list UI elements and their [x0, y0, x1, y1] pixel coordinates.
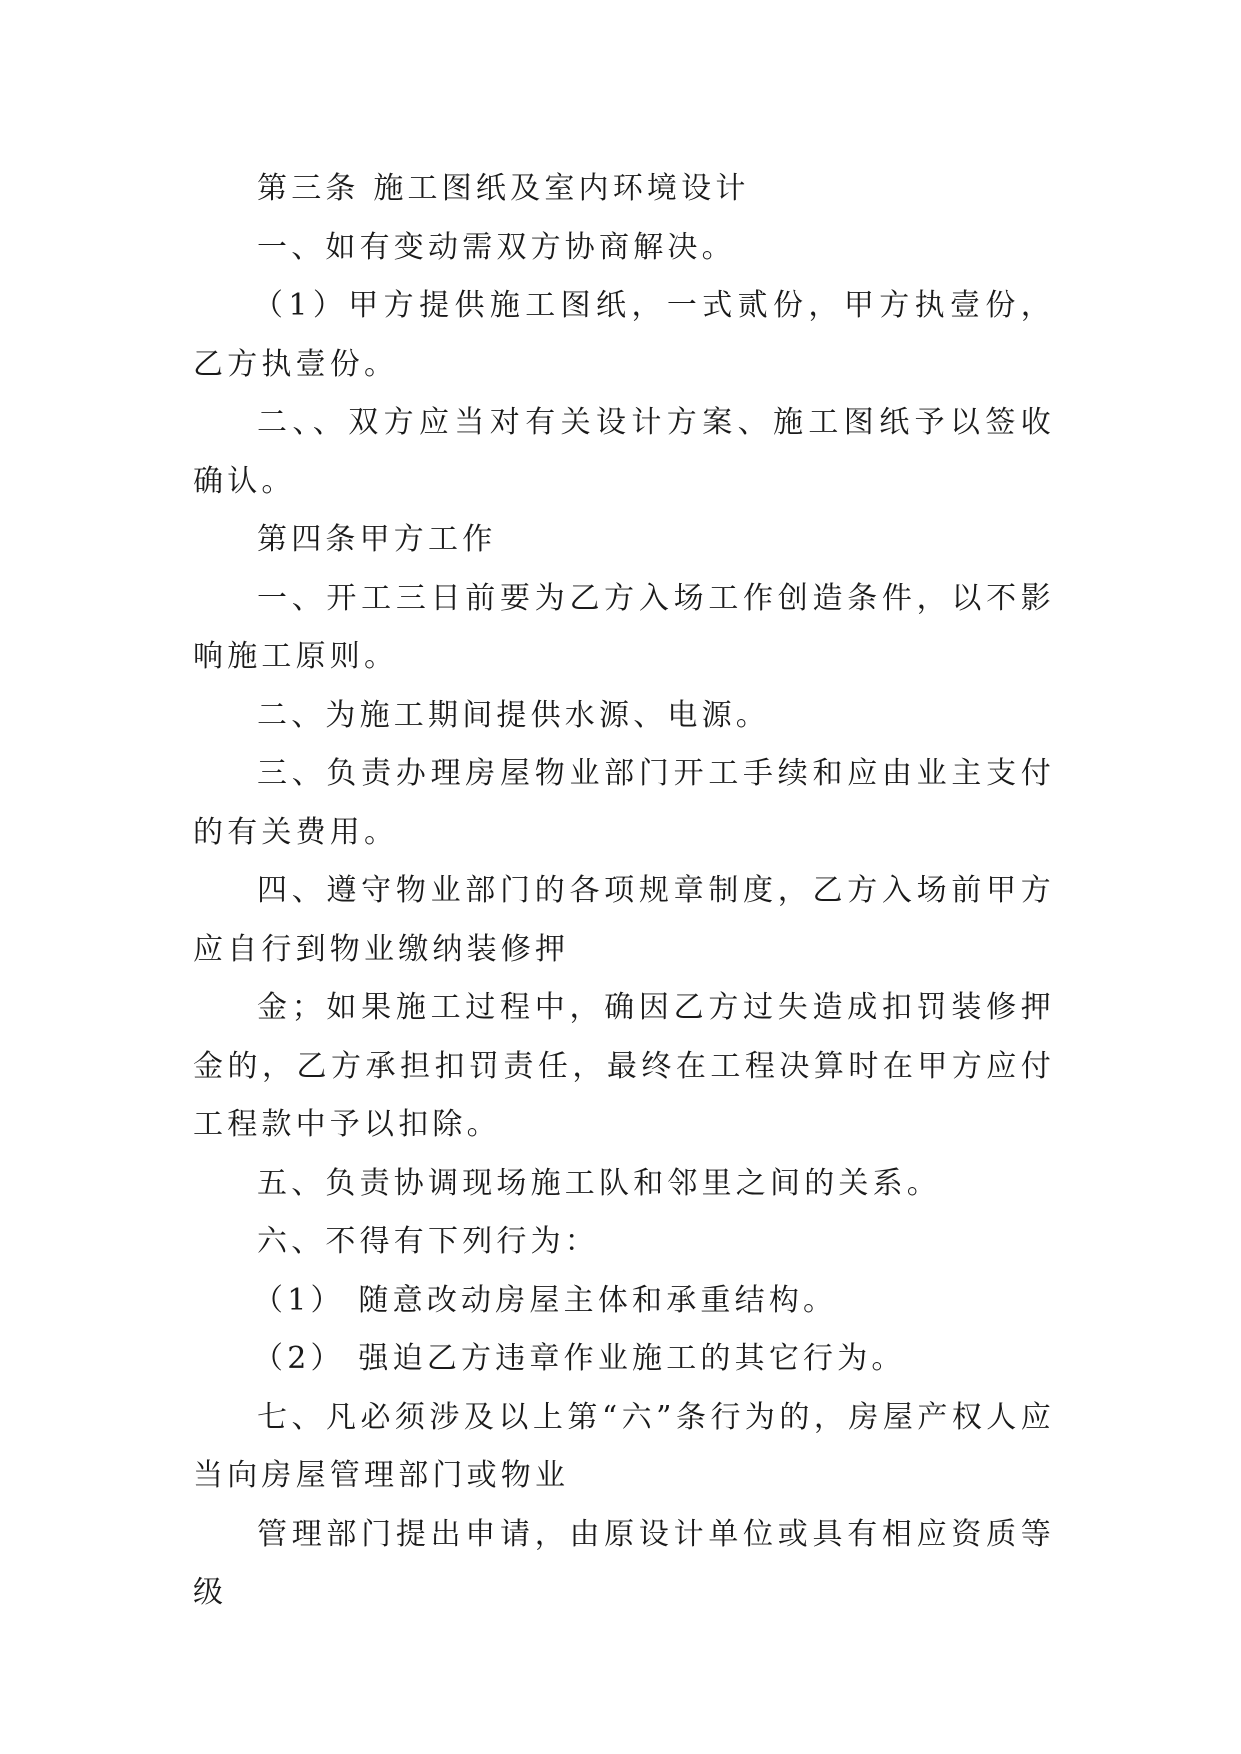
article-4-clause-6: 六、不得有下列行为：	[257, 1224, 599, 1259]
article-4-clause-7-continued: 管理部门提出申请，由原设计单位或具有相应资质等级	[193, 1516, 1055, 1610]
article-4-clause-5: 五、负责协调现场施工队和邻里之间的关系。	[257, 1165, 941, 1201]
document-body	[193, 160, 1055, 1623]
article-4-clause-1: 一、开工三日前要为乙方入场工作创造条件，以不影响施工原则。	[193, 580, 1055, 674]
article-4-clause-3: 三、负责办理房屋物业部门开工手续和应由业主支付的有关费用。	[193, 756, 1055, 850]
article-4-heading: 第四条甲方工作	[257, 522, 497, 557]
article-3-clause-1: 一、如有变动需双方协商解决。	[257, 229, 736, 265]
article-4-clause-4: 四、遵守物业部门的各项规章制度，乙方入场前甲方应自行到物业缴纳装修押	[193, 873, 1055, 967]
article-3-heading: 第三条 施工图纸及室内环境设计	[257, 171, 750, 206]
article-3-clause-2: 二、、双方应当对有关设计方案、施工图纸予以签收确认。	[193, 405, 1055, 499]
article-4-clause-4-continued: 金；如果施工过程中，确因乙方过失造成扣罚装修押金的，乙方承担扣罚责任，最终在工程决算时在甲方应付工程款中予以扣除。	[193, 990, 1055, 1142]
article-4-clause-6-item-2: （2） 强迫乙方违章作业施工的其它行为。	[253, 1341, 906, 1376]
article-4-clause-7: 七、凡必须涉及以上第“六”条行为的，房屋产权人应当向房屋管理部门或物业	[193, 1399, 1055, 1493]
article-3-clause-1-item-1: （1）甲方提供施工图纸，一式贰份，甲方执壹份，乙方执壹份。	[193, 288, 1055, 382]
article-4-clause-2: 二、为施工期间提供水源、电源。	[257, 697, 770, 733]
article-4-clause-6-item-1: （1） 随意改动房屋主体和承重结构。	[253, 1282, 838, 1318]
